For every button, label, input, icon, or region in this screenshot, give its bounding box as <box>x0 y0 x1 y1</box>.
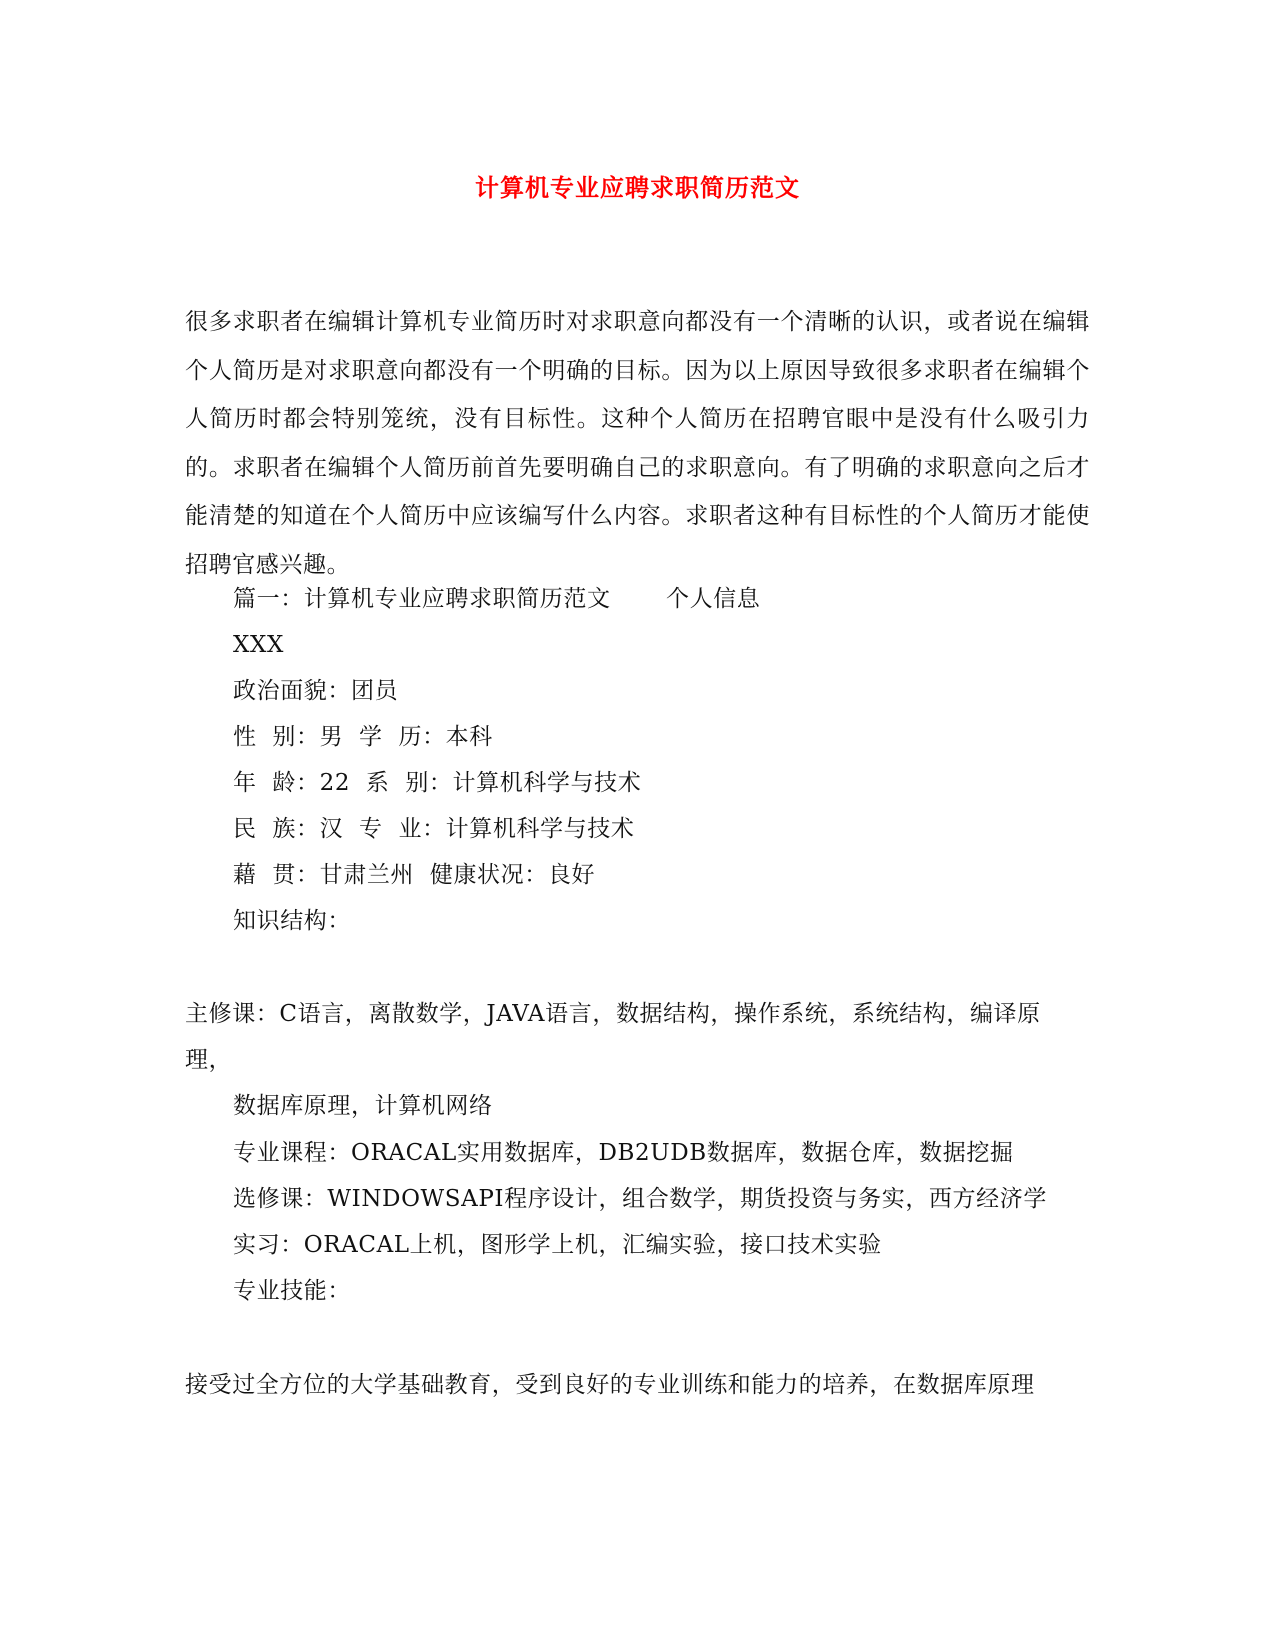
name-line: XXX <box>233 632 284 658</box>
skills-text-line: 接受过全方位的大学基础教育，受到良好的专业训练和能力的培养，在数据库原理 <box>185 1372 1035 1398</box>
age-department-line: 年 龄：22 系 别：计算机科学与技术 <box>233 770 642 796</box>
skills-heading: 专业技能： <box>233 1278 351 1304</box>
core-courses-line-3: 数据库原理，计算机网络 <box>233 1093 493 1119</box>
core-courses-line-2: 理， <box>185 1047 233 1073</box>
intro-paragraph: 很多求职者在编辑计算机专业简历时对求职意向都没有一个清晰的认识，或者说在编辑个人简历是对求职意向都没有一个明确的目标。因为以上原因导致很多求职者在编辑个人简历时都会特别笼统，没有目标性。这种个人简历在招聘官眼中是没有什么吸引力的。求职者在编辑个人简历前首先要明确自己的求职意向。有了明确的求职意向之后才能清楚的知道在个人简历中应该编写什么内容。求职者这种有目标性的个人简历才能使招聘官感兴趣。 <box>185 309 1090 578</box>
gender-education-line: 性 别：男 学 历：本科 <box>233 724 493 750</box>
internship-line: 实习：ORACAL上机，图形学上机，汇编实验，接口技术实验 <box>233 1232 882 1258</box>
professional-courses-line: 专业课程：ORACAL实用数据库，DB2UDB数据库，数据仓库，数据挖掘 <box>233 1140 1014 1166</box>
origin-health-line: 藉 贯：甘肃兰州 健康状况：良好 <box>233 862 596 888</box>
core-courses-line-1: 主修课：C语言，离散数学，JAVA语言，数据结构，操作系统，系统结构，编译原 <box>185 1001 1041 1027</box>
political-status-line: 政治面貌：团员 <box>233 678 399 704</box>
ethnicity-major-line: 民 族：汉 专 业：计算机科学与技术 <box>233 816 635 842</box>
section-heading: 篇一：计算机专业应聘求职简历范文 个人信息 <box>233 586 761 612</box>
document-title: 计算机专业应聘求职简历范文 <box>475 173 800 202</box>
elective-courses-line: 选修课：WINDOWSAPI程序设计，组合数学，期货投资与务实，西方经济学 <box>233 1186 1047 1212</box>
knowledge-heading: 知识结构： <box>233 908 351 934</box>
